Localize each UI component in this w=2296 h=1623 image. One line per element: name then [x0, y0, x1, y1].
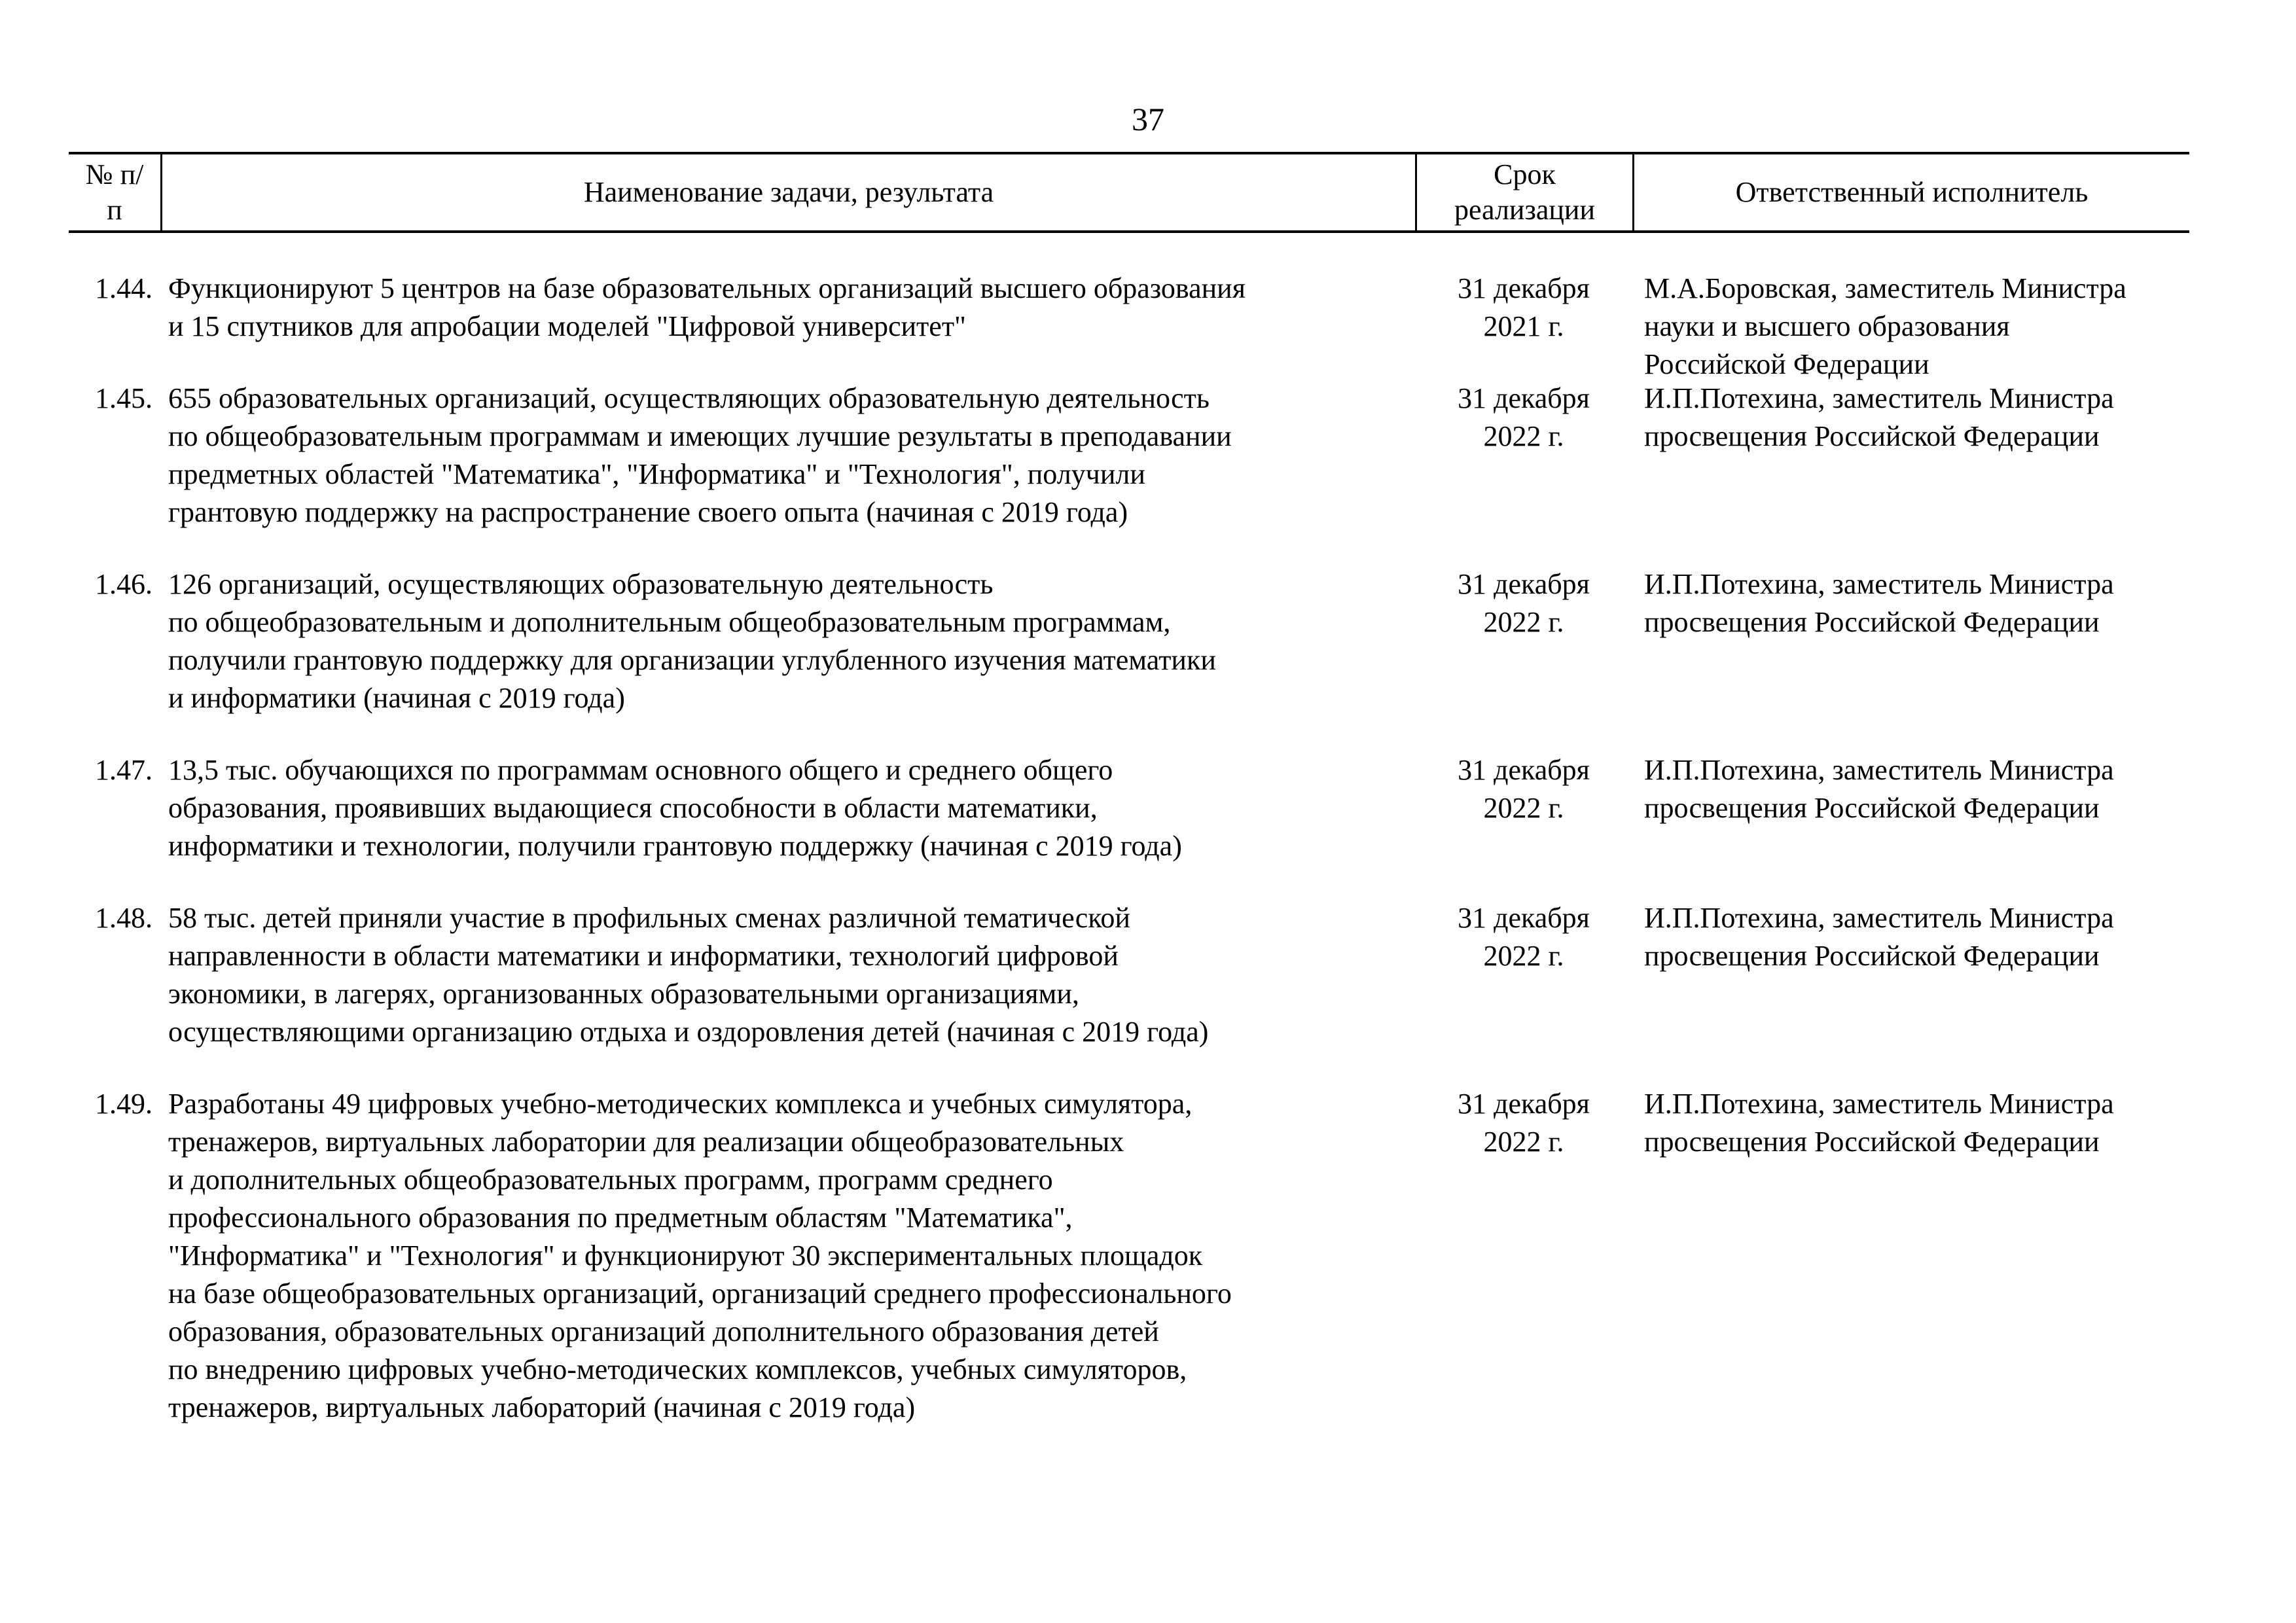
task-line: осуществляющими организацию отдыха и оздоровления детей (начиная с 2019 года) — [168, 1016, 1209, 1048]
responsible-line: науки и высшего образования — [1644, 310, 2010, 342]
term-line: 2022 г. — [1483, 420, 1564, 452]
responsible-line: просвещения Российской Федерации — [1644, 420, 2100, 452]
task-line: экономики, в лагерях, организованных образовательными организациями, — [168, 978, 1079, 1010]
responsible-line: просвещения Российской Федерации — [1644, 792, 2100, 824]
task-line: тренажеров, виртуальных лабораторий (начиная с 2019 года) — [168, 1391, 916, 1423]
header-number-line1: № п/ — [85, 158, 144, 190]
term-line: 31 декабря — [1458, 568, 1590, 600]
row-task — [168, 899, 1415, 1051]
term-line: 31 декабря — [1458, 1088, 1590, 1120]
task-line: по общеобразовательным программам и имеющих лучшие результаты в преподавании — [168, 420, 1232, 452]
row-number: 1.46. — [95, 568, 152, 600]
task-line: по общеобразовательным и дополнительным общеобразовательным программам, — [168, 606, 1171, 638]
row-task — [168, 270, 1415, 346]
header-responsible-label: Ответственный исполнитель — [1735, 176, 2089, 208]
row-task — [168, 380, 1415, 531]
task-line: "Информатика" и "Технология" и функционируют 30 экспериментальных площадок — [168, 1240, 1203, 1272]
task-line: информатики и технологии, получили грантовую поддержку (начиная с 2019 года) — [168, 830, 1182, 862]
task-line: и дополнительных общеобразовательных программ, программ среднего — [168, 1164, 1053, 1196]
task-line: профессионального образования по предметным областям "Математика", — [168, 1202, 1073, 1234]
row-responsible — [1644, 751, 2194, 827]
responsible-line: И.П.Потехина, заместитель Министра — [1644, 382, 2114, 414]
row-number: 1.47. — [95, 754, 152, 786]
table-row — [69, 899, 2189, 1051]
row-term — [1415, 1085, 1632, 1161]
task-line: образования, образовательных организаций дополнительного образования детей — [168, 1315, 1159, 1347]
term-line: 2022 г. — [1483, 1126, 1564, 1158]
task-line: 13,5 тыс. обучающихся по программам основного общего и среднего общего — [168, 754, 1113, 786]
row-number: 1.45. — [95, 382, 152, 414]
term-line: 2021 г. — [1483, 310, 1564, 342]
task-line: тренажеров, виртуальных лаборатории для реализации общеобразовательных — [168, 1126, 1124, 1158]
header-term-column — [1415, 154, 1632, 230]
row-responsible — [1644, 270, 2194, 383]
task-line: грантовую поддержку на распространение своего опыта (начиная с 2019 года) — [168, 496, 1128, 528]
term-line: 31 декабря — [1458, 754, 1590, 786]
responsible-line: просвещения Российской Федерации — [1644, 1126, 2100, 1158]
responsible-line: И.П.Потехина, заместитель Министра — [1644, 568, 2114, 600]
table-body — [69, 270, 2189, 1461]
header-number-line2: п — [107, 194, 122, 226]
responsible-line: просвещения Российской Федерации — [1644, 940, 2100, 972]
row-term — [1415, 380, 1632, 455]
header-task-column — [160, 154, 1415, 230]
task-line: Разработаны 49 цифровых учебно-методических комплекса и учебных симулятора, — [168, 1088, 1193, 1120]
task-line: получили грантовую поддержку для организации углубленного изучения математики — [168, 644, 1216, 676]
term-line: 31 декабря — [1458, 902, 1590, 934]
table-row — [69, 380, 2189, 531]
row-task — [168, 1085, 1415, 1427]
task-line: предметных областей "Математика", "Информатика" и "Технология", получили — [168, 458, 1145, 490]
table-row — [69, 751, 2189, 865]
term-line: 2022 г. — [1483, 792, 1564, 824]
row-term — [1415, 751, 1632, 827]
task-line: Функционируют 5 центров на базе образовательных организаций высшего образования — [168, 272, 1246, 304]
task-line: по внедрению цифровых учебно-методических комплексов, учебных симуляторов, — [168, 1353, 1187, 1385]
page-number: 37 — [1132, 101, 1164, 137]
task-line: на базе общеобразовательных организаций, организаций среднего профессионального — [168, 1277, 1232, 1310]
row-number: 1.44. — [95, 272, 152, 304]
row-number: 1.48. — [95, 902, 152, 934]
term-line: 31 декабря — [1458, 382, 1590, 414]
row-responsible — [1644, 565, 2194, 641]
table-header — [69, 152, 2189, 233]
responsible-line: И.П.Потехина, заместитель Министра — [1644, 754, 2114, 786]
row-responsible — [1644, 899, 2194, 975]
header-task-label: Наименование задачи, результата — [583, 176, 994, 208]
task-line: и информатики (начиная с 2019 года) — [168, 682, 625, 714]
responsible-line: просвещения Российской Федерации — [1644, 606, 2100, 638]
header-number-column — [69, 154, 160, 230]
task-line: направленности в области математики и информатики, технологий цифровой — [168, 940, 1119, 972]
row-task — [168, 751, 1415, 865]
row-responsible — [1644, 1085, 2194, 1161]
header-responsible-column — [1632, 154, 2189, 230]
responsible-line: Российской Федерации — [1644, 348, 1929, 380]
term-line: 2022 г. — [1483, 940, 1564, 972]
table-row — [69, 270, 2189, 380]
row-task — [168, 565, 1415, 717]
term-line: 31 декабря — [1458, 272, 1590, 304]
task-line: и 15 спутников для апробации моделей "Цифровой университет" — [168, 310, 967, 342]
table-row — [69, 1085, 2189, 1427]
task-line: 58 тыс. детей приняли участие в профильных сменах различной тематической — [168, 902, 1130, 934]
task-line: образования, проявивших выдающиеся способности в области математики, — [168, 792, 1098, 824]
responsible-line: М.А.Боровская, заместитель Министра — [1644, 272, 2126, 304]
term-line: 2022 г. — [1483, 606, 1564, 638]
header-term-line2: реализации — [1454, 194, 1596, 226]
header-term-line1: Срок — [1494, 158, 1556, 190]
row-term — [1415, 565, 1632, 641]
row-responsible — [1644, 380, 2194, 455]
row-term — [1415, 899, 1632, 975]
row-term — [1415, 270, 1632, 346]
responsible-line: И.П.Потехина, заместитель Министра — [1644, 902, 2114, 934]
responsible-line: И.П.Потехина, заместитель Министра — [1644, 1088, 2114, 1120]
row-number: 1.49. — [95, 1088, 152, 1120]
task-line: 655 образовательных организаций, осуществляющих образовательную деятельность — [168, 382, 1210, 414]
table-row — [69, 565, 2189, 717]
task-line: 126 организаций, осуществляющих образовательную деятельность — [168, 568, 994, 600]
